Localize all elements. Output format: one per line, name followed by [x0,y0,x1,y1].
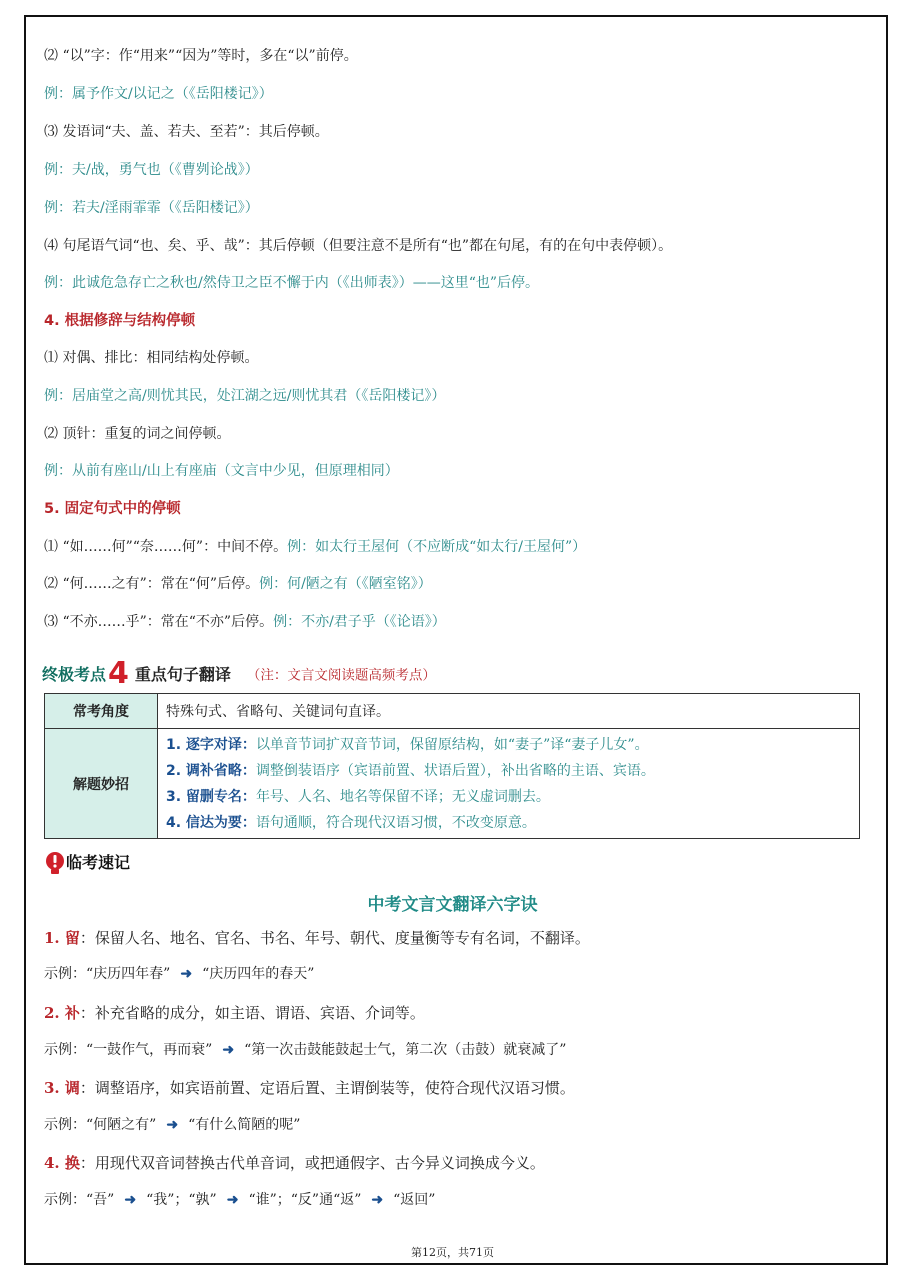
kaodian-label: 终极考点 [42,665,107,684]
rule-text: ：调整语序，如宾语前置、定语后置、主谓倒装等，使符合现代汉语习惯。 [79,1079,575,1097]
tip-item [166,784,851,810]
example-line: 例：此诚危急存亡之秋也/然侍卫之臣不懈于内（《出师表》）——这里“也”后停。 [44,275,540,291]
example-line: 例：属予作文/以记之（《岳阳楼记》） [44,86,273,102]
arrow-right-icon: ➜ [371,1192,384,1208]
text-line: ⑵ “以”字：作“用来”“因为”等时，多在“以”前停。 [44,48,358,64]
text-line: ⑷ 句尾语气词“也、矣、乎、哉”：其后停顿（但要注意不是所有“也”都在句尾，有的在句中表停顿）。 [44,238,673,254]
example-line [44,1114,300,1136]
rule-number: 1. 留 [44,929,80,947]
tip-text: 以单音节词扩双音节词，保留原结构，如“妻子”译“妻子儿女”。 [255,736,649,753]
arrow-right-icon: ➜ [166,1117,179,1133]
tip-item [166,758,851,784]
arrow-right-icon: ➜ [222,1042,235,1058]
lightbulb-alert-icon [44,851,66,877]
text-line [44,574,432,594]
example-source: 示例：“何陋之有” [44,1117,157,1133]
example-source: 示例：“吾” [44,1192,115,1208]
text-line: ⑵ 顶针：重复的词之间停顿。 [44,426,231,442]
rule-number: 4. 换 [44,1154,80,1172]
rule-item [44,1152,545,1174]
example-source: “我”；“孰” [146,1192,217,1208]
example-text: 例：如太行王屋何（不应断成“如太行/王屋何”） [287,539,587,555]
table-cell [158,729,860,839]
rule-text: ⑶ “不亦……乎”：常在“不亦”后停。 [44,614,274,630]
rule-item [44,1077,575,1099]
table-row [45,729,860,839]
example-result: “返回” [393,1192,436,1208]
example-line: 例：若夫/淫雨霏霏（《岳阳楼记》） [44,200,259,216]
example-result: “第一次击鼓能鼓起士气，第二次（击鼓）就衰减了” [244,1042,567,1058]
text-line: ⑴ 对偶、排比：相同结构处停顿。 [44,350,259,366]
table-head-cell: 常考角度 [45,694,158,729]
example-result: “有什么简陋的呢” [188,1117,301,1133]
example-source: “谁”；“反”通“返” [248,1192,362,1208]
tip-text: 年号、人名、地名等保留不译；无义虚词删去。 [255,788,550,805]
quick-review-title: 临考速记 [66,853,131,872]
section-heading: 5. 固定句式中的停顿 [44,501,181,517]
kaodian-note: （注：文言文阅读题高频考点） [246,667,436,684]
tip-text: 调整倒装语序（宾语前置、状语后置），补出省略的主语、宾语。 [255,762,655,779]
example-line: 例：夫/战，勇气也（《曹刿论战》） [44,162,259,178]
rule-item [44,1002,425,1024]
tip-label: 3. 留删专名： [166,788,256,805]
text-line [44,537,586,557]
example-text: 例：何/陋之有（《陋室铭》） [259,576,432,592]
section-heading: 4. 根据修辞与结构停顿 [44,313,196,329]
example-source: 示例：“一鼓作气，再而衰” [44,1042,213,1058]
rule-text: ⑵ “何……之有”：常在“何”后停。 [44,576,260,592]
section-title: 中考文言文翻译六字诀 [367,895,538,915]
arrow-right-icon: ➜ [124,1192,137,1208]
table-head-cell: 解题妙招 [45,729,158,839]
quick-review-header [44,850,130,878]
table-row [45,694,860,729]
rule-item [44,927,590,949]
table-cell: 特殊句式、省略句、关键词句直译。 [158,694,860,729]
rule-text: ：补充省略的成分，如主语、谓语、宾语、介词等。 [79,1004,425,1022]
kaodian-header [42,656,436,690]
kaodian-number: 4 [108,656,129,691]
tip-item [166,810,851,836]
rule-text: ：保留人名、地名、官名、书名、年号、朝代、度量衡等专有名词，不翻译。 [79,929,590,947]
tip-item [166,732,851,758]
rule-number: 3. 调 [44,1079,80,1097]
example-line [44,963,314,985]
tip-label: 1. 逐字对译： [166,736,256,753]
example-line: 例：从前有座山/山上有座庙（文言中少见，但原理相同） [44,463,399,479]
arrow-right-icon: ➜ [226,1192,239,1208]
example-line [44,1039,566,1061]
example-text: 例：不亦/君子乎（《论语》） [273,614,446,630]
page-number: 第12页，共71页 [411,1246,494,1259]
method-table [44,693,860,839]
tip-label: 4. 信达为要： [166,814,256,831]
tip-label: 2. 调补省略： [166,762,256,779]
rule-text: ⑴ “如……何”“奈……何”：中间不停。 [44,539,288,555]
example-line: 例：居庙堂之高/则忧其民，处江湖之远/则忧其君（《岳阳楼记》） [44,388,446,404]
rule-number: 2. 补 [44,1004,80,1022]
example-result: “庆历四年的春天” [202,966,315,982]
kaodian-title: 重点句子翻译 [134,665,231,684]
arrow-right-icon: ➜ [180,966,193,982]
tip-text: 语句通顺，符合现代汉语习惯，不改变原意。 [255,814,536,831]
rule-text: ：用现代双音词替换古代单音词，或把通假字、古今异义词换成今义。 [79,1154,545,1172]
text-line [44,612,446,632]
example-source: 示例：“庆历四年春” [44,966,171,982]
example-line [44,1189,435,1211]
text-line: ⑶ 发语词“夫、盖、若夫、至若”：其后停顿。 [44,124,329,140]
